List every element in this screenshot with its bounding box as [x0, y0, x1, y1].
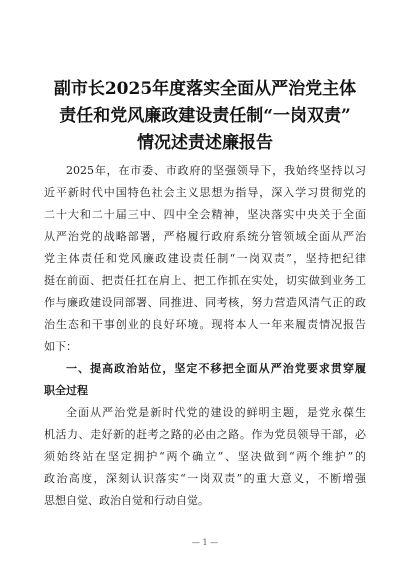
- text-line: 思想自觉、政治自觉和行动自觉。: [44, 494, 209, 507]
- title-line: 情况述责述廉报告: [137, 133, 273, 153]
- text-line: 机活力、走好新的赶考之路的必由之路。作为党员领导干部，必: [44, 428, 366, 441]
- document-body: [44, 160, 366, 512]
- paragraph-intro: [44, 160, 366, 358]
- text-line: 挺在前面、把责任扛在肩上、把工作抓在实处，切实做到业务工: [44, 274, 366, 287]
- section-heading: [44, 358, 366, 402]
- document-title: [40, 76, 370, 157]
- paragraph-section1: [44, 402, 366, 512]
- title-line: 副市长2025年度落实全面从严治党主体: [53, 79, 357, 99]
- text-line: 治生态和干事创业的良好环境。现将本人一年来履责情况报告: [44, 318, 366, 331]
- heading-line: 一、提高政治站位，坚定不移把全面从严治党要求贯穿履: [66, 362, 366, 375]
- text-line: 党主体责任和党风廉政建设责任制“一岗双责”，坚持把纪律: [44, 252, 366, 265]
- text-line: 从严治党的战略部署，严格履行政府系统分管领域全面从严治: [44, 230, 366, 243]
- text-line: 作与廉政建设同部署、同推进、同考核，努力营造风清气正的政: [44, 296, 366, 309]
- text-line: 如下：: [44, 340, 77, 353]
- text-line: 近平新时代中国特色社会主义思想为指导，深入学习贯彻党的: [44, 186, 366, 199]
- heading-line: 职全过程: [44, 384, 88, 397]
- text-line: 须始终站在坚定拥护“两个确立”、坚决做到“两个维护”的: [44, 450, 366, 463]
- text-line: 2025年，在市委、市政府的坚强领导下，我始终坚持以习: [66, 164, 366, 177]
- text-line: 二十大和二十届三中、四中全会精神，坚决落实中央关于全面: [44, 208, 366, 221]
- page-number: — 1 —: [191, 538, 219, 547]
- title-line: 责任和党风廉政建设责任制“一岗双责”: [59, 106, 351, 126]
- text-line: 政治高度，深刻认识落实“一岗双责”的重大意义，不断增强: [44, 472, 366, 485]
- text-line: 全面从严治党是新时代党的建设的鲜明主题，是党永葆生: [66, 406, 366, 419]
